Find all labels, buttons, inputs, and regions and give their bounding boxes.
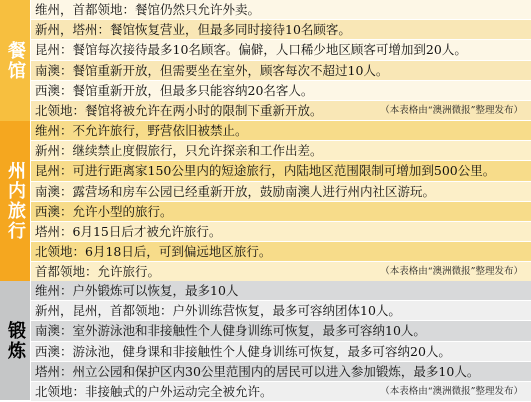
table-row: 昆州：可进行距离家150公里内的短途旅行，内陆地区范围限制可增加到500公里。 [31,161,531,181]
table-row: 南澳：露营场和房车公园已经重新开放，鼓励南澳人进行州内社区游玩。 [31,182,531,202]
table-row: 南澳：餐馆重新开放，但需要坐在室外，顾客每次不超过10人。 [31,61,531,81]
row-text: 北领地：餐馆将被允许在两小时的限制下重新开放。 [35,102,323,118]
table-row: 维州：不允许旅行，野营依旧被禁止。 [31,121,531,141]
section-rows [31,0,531,121]
table-row-with-source [31,262,531,282]
table-row: 西澳：游泳池，健身课和非接触性个人健身训练可恢复，最多可容纳20人。 [31,342,531,362]
table-row: 塔州：6月15日后才被允许旅行。 [31,222,531,242]
section-restaurants [0,0,531,121]
row-text: 北领地：非接触式的户外运动完全被允许。 [35,383,273,399]
source-note: （本表格由“澳洲微报”整理发布） [380,104,523,116]
section-label: 州内旅行 [5,161,26,241]
table-row-with-source [31,382,531,402]
section-label: 锻炼 [5,320,26,361]
table-row: 昆州：餐馆每次接待最多10名顾客。偏僻，人口稀少地区顾客可增加到20人。 [31,40,531,60]
section-rows [31,281,531,400]
source-note: （本表格由“澳洲微报”整理发布） [380,385,523,397]
section-label-cell [0,0,31,121]
section-rows [31,121,531,281]
section-label: 餐馆 [5,40,26,81]
row-text: 首都领地：允许旅行。 [35,264,161,280]
section-intrastate-travel [0,121,531,281]
source-note: （本表格由“澳洲微报”整理发布） [380,266,523,278]
table-row: 西澳：允许小型的旅行。 [31,202,531,222]
section-label-cell [0,281,31,400]
table-row: 西澳：餐馆重新开放，但最多只能容纳20名客人。 [31,81,531,101]
table-row: 新州，塔州：餐馆恢复营业，但最多同时接待10名顾客。 [31,20,531,40]
section-label-cell [0,121,31,281]
table-row: 塔州：州立公园和保护区内30公里范围内的居民可以进入参加锻炼，最多10人。 [31,362,531,382]
table-row: 新州，昆州，首都领地：户外训练营恢复，最多可容纳团体10人。 [31,301,531,321]
table-row: 维州，首都领地：餐馆仍然只允许外卖。 [31,0,531,20]
table-row: 南澳：室外游泳池和非接触性个人健身训练可恢复，最多可容纳10人。 [31,321,531,341]
table-row: 新州：继续禁止度假旅行，只允许探亲和工作出差。 [31,141,531,161]
table-row-with-source [31,101,531,121]
table-row: 北领地：6月18日后，可到偏远地区旅行。 [31,242,531,262]
section-exercise [0,281,531,400]
table-row: 维州：户外锻炼可以恢复，最多10人 [31,281,531,301]
